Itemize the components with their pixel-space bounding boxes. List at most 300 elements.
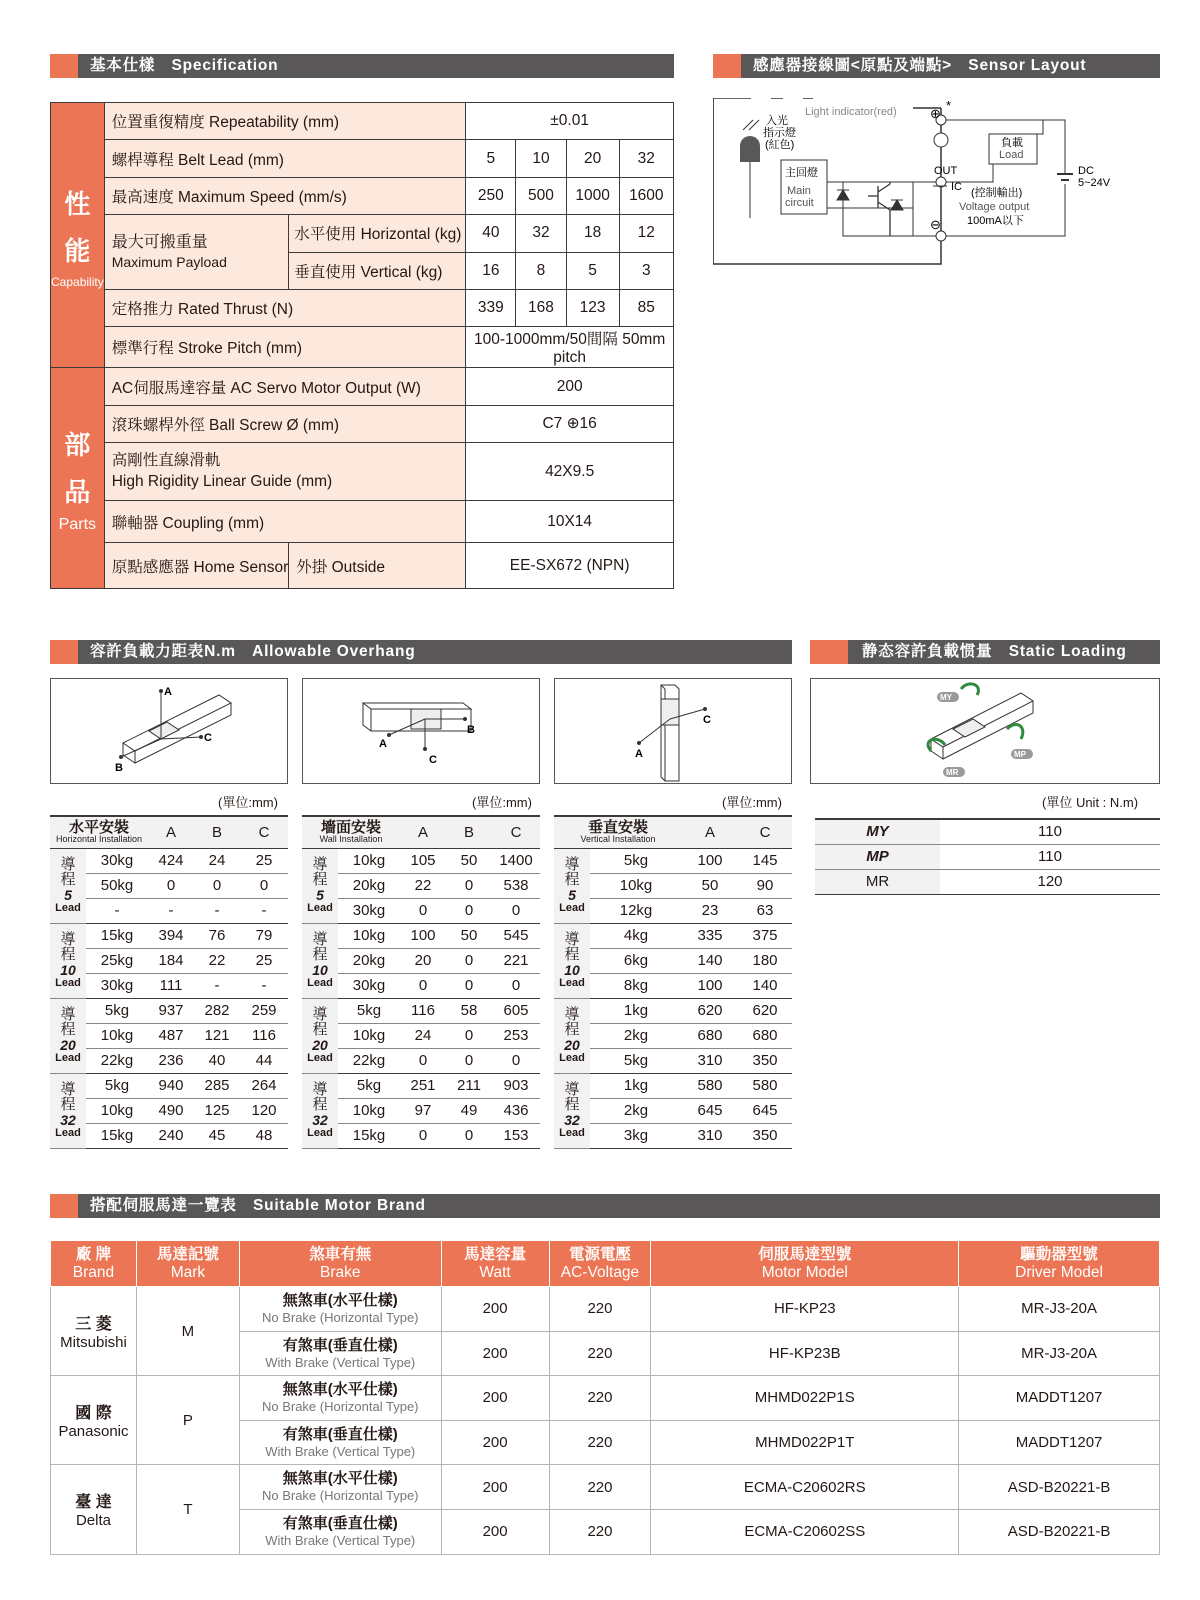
spec-label: 垂直使用 Vertical (kg) <box>289 252 466 289</box>
unit-label-vertical: (單位:mm) <box>722 795 782 810</box>
led-label: Light indicator(red) <box>805 106 897 118</box>
overhang-row <box>50 1123 288 1148</box>
load-cell: 20kg <box>338 948 400 973</box>
overhang-row <box>302 873 540 898</box>
overhang-value: 580 <box>738 1073 792 1098</box>
spec-category-parts: 部 品 Parts <box>51 368 105 589</box>
spec-section-title: 基本仕樣 Specification <box>90 57 279 74</box>
lead-zh: 導程 <box>564 1005 580 1039</box>
driver-model-cell: MADDT1207 <box>959 1420 1160 1465</box>
spec-row-home <box>51 543 674 589</box>
overhang-col-header: C <box>738 816 792 848</box>
overhang-value: 48 <box>240 1123 288 1148</box>
lead-number: 20 <box>60 1037 76 1054</box>
load-cell: 10kg <box>590 873 682 898</box>
lead-en: Lead <box>559 976 585 989</box>
overhang-value: - <box>194 898 240 923</box>
overhang-value: 116 <box>400 998 446 1023</box>
overhang-value: 236 <box>148 1048 194 1073</box>
install-type-label: 墻面安裝 Wall Installation <box>302 816 400 848</box>
spec-label: 螺桿導程 Belt Lead (mm) <box>104 140 466 177</box>
overhang-value: 79 <box>240 923 288 948</box>
load-cell: 10kg <box>86 1098 148 1123</box>
led-zh3-label: (紅色) <box>765 139 795 151</box>
load-cell: 22kg <box>338 1048 400 1073</box>
overhang-value: 1400 <box>492 848 540 873</box>
overhang-value: 140 <box>682 948 738 973</box>
load-cell: 10kg <box>86 1023 148 1048</box>
voltage-cell: 220 <box>549 1331 651 1376</box>
load-cell: 22kg <box>86 1048 148 1073</box>
load-cell: 1kg <box>590 998 682 1023</box>
load-cell: 4kg <box>590 923 682 948</box>
spec-value: 10 <box>516 140 566 177</box>
motor-model-cell: ECMA-C20602RS <box>651 1465 959 1510</box>
overhang-value: 0 <box>148 873 194 898</box>
overhang-value: 335 <box>682 923 738 948</box>
constant-current-icon <box>934 133 948 147</box>
spec-row-lead <box>51 140 674 177</box>
overhang-value: 180 <box>738 948 792 973</box>
brake-cell: 有煞車(垂直仕樣) With Brake (Vertical Type) <box>239 1509 441 1554</box>
load-cell: 5kg <box>338 998 400 1023</box>
unit-label-static: (單位 Unit : N.m) <box>1042 795 1139 810</box>
main-circuit-en1: Main <box>787 185 811 197</box>
overhang-value: 125 <box>194 1098 240 1123</box>
voltage-cell: 220 <box>549 1509 651 1554</box>
spec-label: 最高速度 Maximum Speed (mm/s) <box>104 177 466 214</box>
motor-model-cell: HF-KP23 <box>651 1287 959 1332</box>
overhang-value: 22 <box>400 873 446 898</box>
motor-header-row <box>51 1241 1160 1287</box>
watt-cell: 200 <box>441 1376 549 1421</box>
load-cell: 10kg <box>338 1098 400 1123</box>
led-zh-label: 入光 <box>766 115 788 127</box>
overhang-value: 620 <box>738 998 792 1023</box>
load-cell: 30kg <box>338 898 400 923</box>
sensor-section-title: 感應器接線圖<原點及端點> Sensor Layout <box>753 57 1087 74</box>
lead-zh: 導程 <box>564 930 580 964</box>
motor-col-header: 廠 牌 Brand <box>51 1241 137 1287</box>
overhang-value: 0 <box>492 1048 540 1073</box>
overhang-row <box>554 973 792 998</box>
led-zh2-label: 指示燈 <box>763 127 796 139</box>
mp-arrow-icon <box>1007 724 1023 739</box>
spec-value: C7 ⊕16 <box>466 405 674 442</box>
motor-col-header: 伺服馬達型號 Motor Model <box>651 1241 959 1287</box>
spec-value: 100-1000mm/50間隔 50mm pitch <box>466 327 674 368</box>
load-cell: 1kg <box>590 1073 682 1098</box>
overhang-value: 0 <box>400 898 446 923</box>
spec-row-thrust <box>51 289 674 326</box>
overhang-value: 538 <box>492 873 540 898</box>
overhang-row <box>554 998 792 1023</box>
overhang-header-row <box>50 816 288 848</box>
motor-col-header: 煞車有無 Brake <box>239 1241 441 1287</box>
overhang-value: 394 <box>148 923 194 948</box>
install-type-label: 水平安裝 Horizontal Installation <box>50 816 148 848</box>
load-cell: 15kg <box>86 1123 148 1148</box>
overhang-value: 100 <box>400 923 446 948</box>
lead-number: 10 <box>312 962 328 979</box>
overhang-value: 50 <box>446 848 492 873</box>
overhang-row <box>554 1098 792 1123</box>
brand-cell: 國 際 Panasonic <box>51 1376 137 1465</box>
load-cell: 5kg <box>590 1048 682 1073</box>
lead-cell <box>554 1073 590 1148</box>
voltage-cell: 220 <box>549 1376 651 1421</box>
overhang-value: 490 <box>148 1098 194 1123</box>
overhang-row <box>50 1073 288 1098</box>
lead-en: Lead <box>55 1051 81 1064</box>
load-cell: 3kg <box>590 1123 682 1148</box>
lead-en: Lead <box>559 1051 585 1064</box>
spec-label: 滾珠螺桿外徑 Ball Screw Ø (mm) <box>104 405 466 442</box>
overhang-value: 285 <box>194 1073 240 1098</box>
overhang-col-header: B <box>194 816 240 848</box>
spec-value: 500 <box>516 177 566 214</box>
static-row <box>815 844 1160 869</box>
overhang-value: 0 <box>492 973 540 998</box>
lead-number: 32 <box>60 1112 76 1129</box>
spec-row-repeatability <box>51 103 674 140</box>
overhang-row <box>50 873 288 898</box>
brake-cell: 無煞車(水平仕樣) No Brake (Horizontal Type) <box>239 1465 441 1510</box>
watt-cell: 200 <box>441 1420 549 1465</box>
overhang-row <box>554 1073 792 1098</box>
axis-c-label: C <box>429 754 437 766</box>
overhang-value: 0 <box>446 1023 492 1048</box>
ctrl-zh: (控制輸出) <box>971 187 1023 199</box>
overhang-value: 0 <box>446 948 492 973</box>
overhang-value: 45 <box>194 1123 240 1148</box>
install-type-label: 垂直安裝 Vertical Installation <box>554 816 682 848</box>
motor-col-header: 馬達記號 Mark <box>136 1241 239 1287</box>
lead-en: Lead <box>55 976 81 989</box>
lead-cell <box>302 998 338 1073</box>
lead-en: Lead <box>559 901 585 914</box>
load-cell: 20kg <box>338 873 400 898</box>
overhang-row <box>554 948 792 973</box>
overhang-value: 0 <box>240 873 288 898</box>
lead-number: 5 <box>568 887 576 904</box>
spec-row-motor <box>51 368 674 405</box>
overhang-value: 24 <box>194 848 240 873</box>
motor-section-title: 搭配伺服馬達一覽表 Suitable Motor Brand <box>90 1197 426 1214</box>
watt-cell: 200 <box>441 1509 549 1554</box>
lead-zh: 導程 <box>60 855 76 889</box>
overhang-value: 240 <box>148 1123 194 1148</box>
overhang-value: 120 <box>240 1098 288 1123</box>
spec-label: 位置重復精度 Repeatability (mm) <box>104 103 466 140</box>
overhang-row <box>50 848 288 873</box>
ic-label: IC <box>951 181 962 193</box>
spec-label-guide: 高剛性直線滑軌 High Rigidity Linear Guide (mm) <box>104 443 466 501</box>
spec-row-coupling <box>51 501 674 543</box>
load-cell: 6kg <box>590 948 682 973</box>
overhang-row <box>50 973 288 998</box>
spec-value: EE-SX672 (NPN) <box>466 543 674 589</box>
overhang-value: - <box>194 973 240 998</box>
load-cell: 2kg <box>590 1098 682 1123</box>
watt-cell: 200 <box>441 1331 549 1376</box>
load-cell: 30kg <box>338 973 400 998</box>
overhang-row <box>302 948 540 973</box>
spec-value: 32 <box>516 215 566 252</box>
brand-cell: 臺 達 Delta <box>51 1465 137 1554</box>
load-cell: 5kg <box>338 1073 400 1098</box>
lead-number: 32 <box>564 1112 580 1129</box>
load-cell: 50kg <box>86 873 148 898</box>
lead-en: Lead <box>307 901 333 914</box>
mark-cell: T <box>136 1465 239 1554</box>
spec-value: 200 <box>466 368 674 405</box>
lead-en: Lead <box>55 1126 81 1139</box>
overhang-value: 436 <box>492 1098 540 1123</box>
overhang-value: 0 <box>446 1048 492 1073</box>
spec-value: 18 <box>566 215 619 252</box>
axis-a-label: A <box>635 748 643 760</box>
load-en: Load <box>999 149 1024 161</box>
spec-value: 8 <box>516 252 566 289</box>
static-value: 110 <box>940 844 1160 869</box>
overhang-value: 76 <box>194 923 240 948</box>
load-cell: 25kg <box>86 948 148 973</box>
overhang-value: 105 <box>400 848 446 873</box>
mr-tag: MR <box>946 768 959 777</box>
spec-value: 5 <box>566 252 619 289</box>
voltage-cell: 220 <box>549 1287 651 1332</box>
sensor-section-header <box>713 54 1160 78</box>
brake-cell: 有煞車(垂直仕樣) With Brake (Vertical Type) <box>239 1331 441 1376</box>
load-cell: 5kg <box>86 1073 148 1098</box>
overhang-value: 645 <box>682 1098 738 1123</box>
overhang-value: 424 <box>148 848 194 873</box>
overhang-value: 25 <box>240 848 288 873</box>
axis-b-label: B <box>115 762 123 774</box>
overhang-value: 100 <box>682 973 738 998</box>
overhang-value: 140 <box>738 973 792 998</box>
spec-value: 1600 <box>619 177 673 214</box>
overhang-value: 350 <box>738 1123 792 1148</box>
lead-zh: 導程 <box>312 855 328 889</box>
overhang-col-header: C <box>240 816 288 848</box>
driver-model-cell: MR-J3-20A <box>959 1287 1160 1332</box>
overhang-row <box>554 873 792 898</box>
overhang-value: 620 <box>682 998 738 1023</box>
overhang-value: 90 <box>738 873 792 898</box>
overhang-value: 282 <box>194 998 240 1023</box>
motor-row <box>51 1465 1160 1510</box>
overhang-value: 211 <box>446 1073 492 1098</box>
spec-value: 42X9.5 <box>466 443 674 501</box>
overhang-row <box>302 848 540 873</box>
motor-row <box>51 1287 1160 1332</box>
load-cell: 30kg <box>86 848 148 873</box>
load-cell: 15kg <box>86 923 148 948</box>
main-circuit-en2: circuit <box>785 197 814 209</box>
lead-en: Lead <box>307 1051 333 1064</box>
load-cell: 10kg <box>338 848 400 873</box>
overhang-value: 111 <box>148 973 194 998</box>
overhang-row <box>50 1023 288 1048</box>
lead-zh: 導程 <box>60 1005 76 1039</box>
spec-value: 12 <box>619 215 673 252</box>
overhang-row <box>302 1048 540 1073</box>
ctrl-en: Voltage output <box>959 201 1030 213</box>
lead-cell <box>50 923 86 998</box>
spec-label: 外掛 Outside <box>289 543 466 589</box>
lead-en: Lead <box>55 901 81 914</box>
overhang-value: 251 <box>400 1073 446 1098</box>
overhang-value: 116 <box>240 1023 288 1048</box>
overhang-value: 50 <box>682 873 738 898</box>
motor-section-header <box>50 1194 1160 1218</box>
zener-icon <box>891 200 903 210</box>
lead-cell <box>554 848 590 923</box>
lead-number: 5 <box>64 887 72 904</box>
spec-row-stroke <box>51 327 674 368</box>
overhang-col-header: A <box>148 816 194 848</box>
overhang-row <box>302 1023 540 1048</box>
dc-label: DC <box>1078 165 1094 177</box>
battery-icon <box>1057 174 1073 180</box>
overhang-row <box>554 923 792 948</box>
overhang-value: 0 <box>446 973 492 998</box>
transistor-icon <box>868 182 890 236</box>
overhang-value: 50 <box>446 923 492 948</box>
overhang-row <box>554 848 792 873</box>
ctrl-ma: 100mA以下 <box>967 215 1024 227</box>
spec-label: 聯軸器 Coupling (mm) <box>104 501 466 543</box>
spec-value: 10X14 <box>466 501 674 543</box>
spec-row-guide <box>51 443 674 501</box>
overhang-value: 23 <box>682 898 738 923</box>
spec-value: 32 <box>619 140 673 177</box>
overhang-value: 0 <box>194 873 240 898</box>
lead-cell <box>50 1073 86 1148</box>
motor-row <box>51 1376 1160 1421</box>
overhang-row <box>50 898 288 923</box>
axis-b-label: B <box>467 724 475 736</box>
spec-label: 水平使用 Horizontal (kg) <box>289 215 466 252</box>
overhang-value: 184 <box>148 948 194 973</box>
voltage-cell: 220 <box>549 1420 651 1465</box>
axis-a-label: A <box>164 686 172 698</box>
spec-value: 85 <box>619 289 673 326</box>
lead-en: Lead <box>307 976 333 989</box>
vertical-overhang-table <box>554 815 792 1149</box>
star-mark: * <box>946 98 952 113</box>
static-row <box>815 819 1160 844</box>
load-cell: 15kg <box>338 1123 400 1148</box>
axis-c-label: C <box>703 714 711 726</box>
lead-cell <box>554 998 590 1073</box>
overhang-row <box>302 973 540 998</box>
lead-cell <box>50 998 86 1073</box>
unit-label-horizontal: (單位:mm) <box>218 795 278 810</box>
voltage-cell: 220 <box>549 1465 651 1510</box>
overhang-value: 259 <box>240 998 288 1023</box>
overhang-value: 44 <box>240 1048 288 1073</box>
lead-zh: 導程 <box>312 1080 328 1114</box>
overhang-value: 0 <box>400 973 446 998</box>
overhang-value: 680 <box>738 1023 792 1048</box>
overhang-value: - <box>148 898 194 923</box>
overhang-value: 253 <box>492 1023 540 1048</box>
overhang-row <box>554 1023 792 1048</box>
driver-model-cell: ASD-B20221-B <box>959 1509 1160 1554</box>
overhang-row <box>302 923 540 948</box>
overhang-value: 350 <box>738 1048 792 1073</box>
overhang-col-header: A <box>682 816 738 848</box>
motor-model-cell: HF-KP23B <box>651 1331 959 1376</box>
brand-cell: 三 菱 Mitsubishi <box>51 1287 137 1376</box>
horizontal-install-diagram <box>50 678 288 784</box>
spec-label: AC伺服馬達容量 AC Servo Motor Output (W) <box>104 368 466 405</box>
watt-cell: 200 <box>441 1287 549 1332</box>
overhang-value: 645 <box>738 1098 792 1123</box>
overhang-row <box>50 1048 288 1073</box>
overhang-value: - <box>240 898 288 923</box>
overhang-value: 49 <box>446 1098 492 1123</box>
spec-value: 40 <box>466 215 516 252</box>
diode-icon <box>837 190 849 200</box>
overhang-section-title: 容許負載力距表N.m Allowable Overhang <box>90 643 416 660</box>
overhang-row <box>554 898 792 923</box>
out-terminal: OUT <box>934 165 958 177</box>
static-loading-table <box>815 818 1160 895</box>
overhang-value: 24 <box>400 1023 446 1048</box>
overhang-value: 937 <box>148 998 194 1023</box>
lead-zh: 導程 <box>312 930 328 964</box>
spec-row-speed <box>51 177 674 214</box>
motor-brand-table <box>50 1240 1160 1555</box>
overhang-row <box>302 1098 540 1123</box>
lead-zh: 導程 <box>564 1080 580 1114</box>
overhang-row <box>302 898 540 923</box>
lead-number: 10 <box>564 962 580 979</box>
lead-cell <box>302 848 338 923</box>
mp-tag: MP <box>1014 750 1026 759</box>
spec-value: 339 <box>466 289 516 326</box>
spec-row-horizontal <box>51 215 674 252</box>
overhang-value: 487 <box>148 1023 194 1048</box>
spec-value: 16 <box>466 252 516 289</box>
load-cell: 5kg <box>590 848 682 873</box>
overhang-value: 20 <box>400 948 446 973</box>
mark-cell: M <box>136 1287 239 1376</box>
lead-cell <box>302 923 338 998</box>
lead-en: Lead <box>307 1126 333 1139</box>
motor-model-cell: MHMD022P1S <box>651 1376 959 1421</box>
overhang-value: 264 <box>240 1073 288 1098</box>
overhang-value: 903 <box>492 1073 540 1098</box>
overhang-value: 97 <box>400 1098 446 1123</box>
brake-cell: 有煞車(垂直仕樣) With Brake (Vertical Type) <box>239 1420 441 1465</box>
overhang-row <box>50 923 288 948</box>
overhang-value: 310 <box>682 1048 738 1073</box>
overhang-value: 100 <box>682 848 738 873</box>
vertical-install-diagram <box>554 678 792 784</box>
overhang-value: 58 <box>446 998 492 1023</box>
overhang-row <box>302 998 540 1023</box>
overhang-row <box>50 948 288 973</box>
brake-cell: 無煞車(水平仕樣) No Brake (Horizontal Type) <box>239 1287 441 1332</box>
lead-number: 5 <box>316 887 324 904</box>
static-value: 110 <box>940 819 1160 844</box>
overhang-value: 0 <box>446 1123 492 1148</box>
